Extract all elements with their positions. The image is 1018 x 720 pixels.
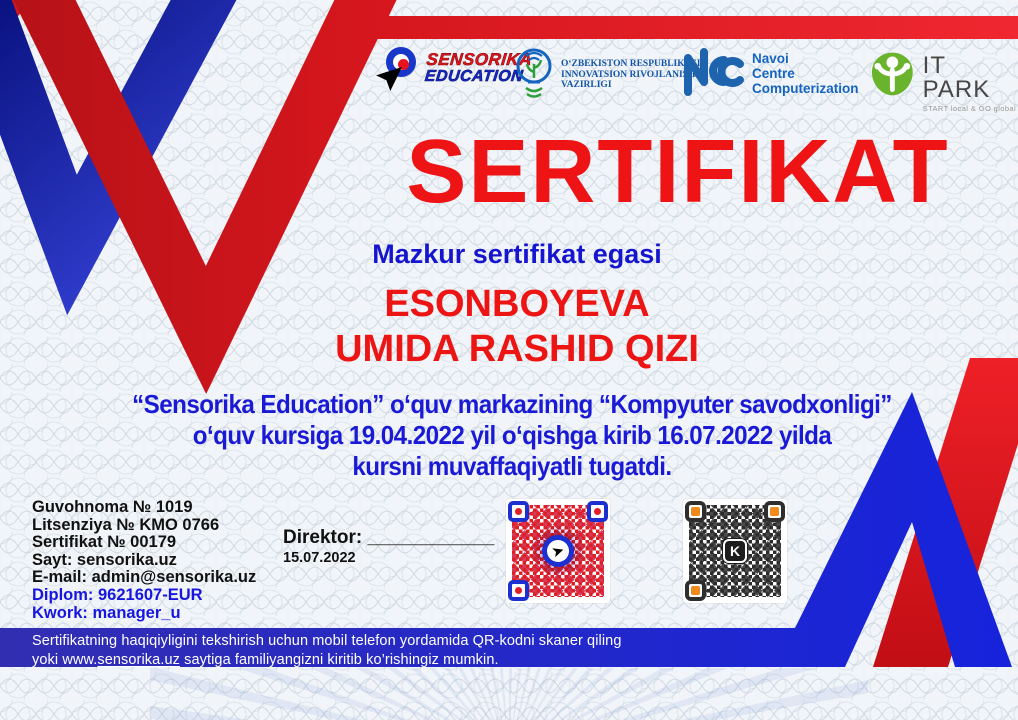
footer-line1: Sertifikatning haqiqiyligini tekshirish uchun mobil telefon yordamida QR-kodni skaner qiling — [32, 633, 622, 649]
ministry-text-line2: INNOVATSION RIVOJLANISH — [561, 69, 696, 80]
certificate-title: SERTIFIKAT — [406, 122, 950, 222]
signature-block — [283, 527, 494, 566]
certificate-body — [94, 389, 931, 482]
qr-code-kwork — [683, 499, 787, 603]
body-line1: “Sensorika Education” o‘quv markazining “Kompyuter savodxonligi” — [132, 389, 892, 419]
sensorika-logo-icon — [376, 45, 422, 95]
sensorika-site-link[interactable]: sensorika.uz — [97, 651, 180, 668]
qr-finder-icon — [685, 580, 706, 601]
holder-name-line1: ESONBOYEVA — [384, 283, 650, 325]
sensorika-logo — [376, 45, 532, 95]
qr-finder-icon — [587, 501, 608, 522]
director-label: Direktor: — [283, 527, 363, 548]
ministry-logo — [512, 44, 700, 104]
itpark-person-icon — [870, 50, 915, 98]
signature-line: ____________ — [367, 527, 495, 548]
detail-diplom: Diplom: 9621607-EUR — [32, 585, 203, 604]
qr-finder-icon — [508, 580, 529, 601]
itpark-logo — [870, 50, 1018, 113]
detail-email: E-mail: admin@sensorika.uz — [32, 568, 257, 587]
qr-finder-icon — [685, 501, 706, 522]
ministry-text-line1: O‘ZBEKISTON RESPUBLIKASI — [561, 59, 701, 69]
sunburst-watermark — [150, 668, 868, 720]
ncc-chain-icon — [684, 48, 744, 96]
footer-line2-suffix: saytiga familiyangizni kiritib ko’rishingiz mumkin. — [179, 651, 499, 668]
certificate-details — [32, 499, 256, 622]
body-line2: o‘quv kursiga 19.04.2022 yil o‘qishga kirib 16.07.2022 yilda — [192, 420, 832, 450]
lightbulb-icon — [512, 44, 556, 104]
qr-code-sensorika — [506, 499, 610, 603]
certificate-subtitle: Mazkur sertifikat egasi — [372, 239, 662, 269]
detail-litsenziya: Litsenziya № KMO 0766 — [32, 515, 220, 534]
detail-sertifikat: Sertifikat № 00179 — [32, 533, 177, 552]
detail-kwork: Kwork: manager_u — [32, 603, 181, 622]
ncc-text-line3: Computerization — [752, 81, 859, 96]
qr-finder-icon — [764, 501, 785, 522]
body-line3: kursni muvaffaqiyatli tugatdi. — [352, 451, 672, 481]
footer-line2-prefix: yoki www. — [32, 651, 98, 668]
itpark-tagline: START local & GO global — [922, 104, 1017, 113]
ministry-text-line3: VAZIRLIGI — [561, 80, 612, 90]
ncc-text-line2: Centre — [752, 66, 795, 81]
detail-sayt: Sayt: sensorika.uz — [32, 550, 177, 569]
itpark-wordmark: IT PARK — [922, 52, 991, 103]
kwork-k-icon: K — [723, 539, 747, 563]
detail-guvohnoma: Guvohnoma № 1019 — [32, 498, 193, 516]
ncc-logo — [684, 48, 859, 96]
qr-finder-icon — [508, 501, 529, 522]
top-red-band — [370, 16, 1018, 39]
holder-name-line2: UMIDA RASHID QIZI — [335, 328, 699, 370]
sensorika-cursor-icon: ➤ — [538, 531, 578, 571]
sensorika-wordmark-line2: EDUCATION — [423, 68, 525, 85]
signature-date: 15.07.2022 — [283, 550, 356, 566]
sensorika-wordmark-line1: SENSORIKA — [425, 50, 534, 69]
ncc-text-line1: Navoi — [752, 51, 789, 66]
footer-line2 — [32, 651, 772, 670]
footer-verification-text — [32, 632, 772, 669]
